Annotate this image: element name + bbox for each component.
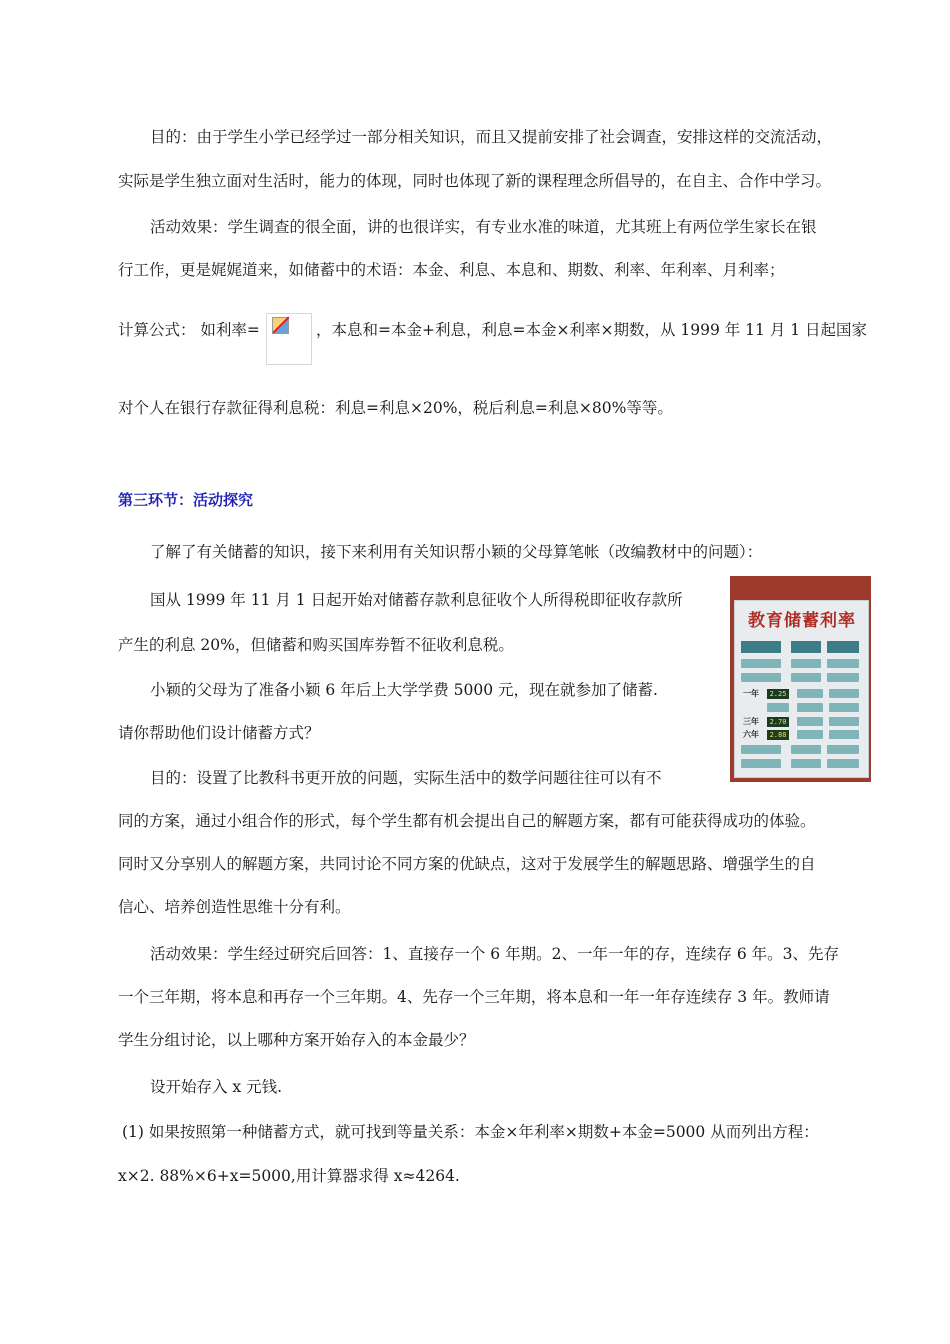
savings-rate-board-photo — [730, 576, 871, 782]
tax-rule-line2: 产生的利息 20%，但储蓄和购买国库券暂不征收利息税。 — [118, 636, 514, 654]
tax-rule-line1: 国从 1999 年 11 月 1 日起开始对储蓄存款利息征收个人所得税即征收存款所 — [150, 591, 683, 609]
purpose-paragraph-2-line1: 目的：设置了比教科书更开放的问题，实际生活中的数学问题往往可以有不 — [150, 769, 662, 787]
case1-line1: (1) 如果按照第一种储蓄方式，就可找到等量关系：本金×年利率×期数+本金=5000 从而列出方程： — [122, 1123, 819, 1141]
purpose-paragraph-1-line2: 实际是学生独立面对生活时，能力的体现，同时也体现了新的课程理念所倡导的，在自主、合作中学习。 — [118, 172, 832, 190]
purpose-paragraph-2-line4: 信心、培养创造性思维十分有利。 — [118, 898, 351, 916]
effect-paragraph-2-line1: 活动效果：学生经过研究后回答：1、直接存一个 6 年期。2、一年一年的存，连续存 6 年。3、先存 — [150, 945, 840, 963]
board-row-label: 一年 — [743, 689, 759, 698]
section-heading: 第三环节：活动探究 — [118, 491, 254, 509]
board-rate-display: 2.25 — [767, 689, 789, 699]
effect-paragraph-1-line1: 活动效果：学生调查的很全面，讲的也很详实，有专业水准的味道，尤其班上有两位学生家长在银 — [150, 218, 817, 236]
intro-line: 了解了有关储蓄的知识，接下来利用有关知识帮小颖的父母算笔帐（改编教材中的问题）： — [150, 543, 763, 561]
board-row-label: 三年 — [743, 717, 759, 726]
tax-line: 对个人在银行存款征得利息税：利息=利息×20%，税后利息=利息×80%等等。 — [118, 399, 673, 417]
formula-prefix: 计算公式： 如利率= — [118, 321, 260, 339]
purpose-paragraph-1-line1: 目的：由于学生小学已经学过一部分相关知识，而且又提前安排了社会调查，安排这样的交流活动， — [150, 128, 833, 146]
board-row-label: 六年 — [743, 730, 759, 739]
let-line: 设开始存入 x 元钱. — [150, 1078, 283, 1096]
formula-image-placeholder — [266, 313, 312, 365]
board-rate-display: 2.88 — [767, 730, 789, 740]
purpose-paragraph-2-line3: 同时又分享别人的解题方案，共同讨论不同方案的优缺点，这对于发展学生的解题思路、增强学生的自 — [118, 855, 816, 873]
effect-paragraph-1-line2: 行工作，更是娓娓道来，如储蓄中的术语：本金、利息、本息和、期数、利率、年利率、月利率； — [118, 261, 785, 279]
effect-paragraph-2-line3: 学生分组讨论，以上哪种方案开始存入的本金最少？ — [118, 1031, 475, 1049]
board-title: 教育储蓄利率 — [748, 611, 856, 631]
effect-paragraph-2-line2: 一个三年期，将本息和再存一个三年期。4、先存一个三年期，将本息和一年一年存连续存 3 年。教师请 — [118, 988, 830, 1006]
board-rate-display: 2.70 — [767, 717, 789, 727]
case1-line2: x×2. 88%×6+x=5000,用计算器求得 x≈4264. — [118, 1167, 460, 1185]
formula-suffix: ，本息和=本金+利息，利息=本金×利率×期数，从 1999 年 11 月 1 日起国家 — [316, 321, 868, 339]
purpose-paragraph-2-line2: 同的方案，通过小组合作的形式，每个学生都有机会提出自己的解题方案，都有可能获得成功的体验。 — [118, 812, 816, 830]
problem-line1: 小颖的父母为了准备小颖 6 年后上大学学费 5000 元，现在就参加了储蓄. — [150, 681, 658, 699]
problem-line2: 请你帮助他们设计储蓄方式？ — [118, 724, 320, 742]
